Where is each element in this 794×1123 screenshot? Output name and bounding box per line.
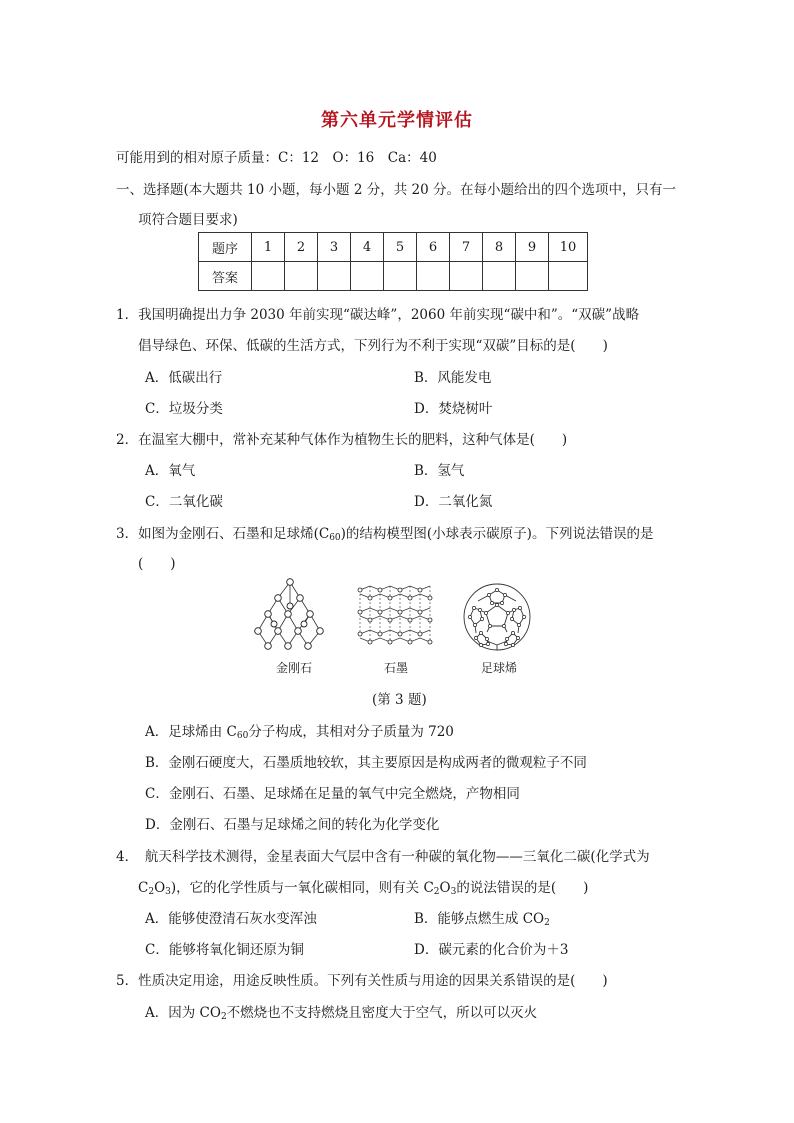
q1-option-c: C．垃圾分类 (145, 401, 223, 417)
q2-option-c: C．二氧化碳 (145, 494, 223, 510)
number-cell: 1 (252, 233, 285, 262)
number-cell: 6 (417, 233, 450, 262)
number-cell: 7 (450, 233, 483, 262)
answer-cell[interactable] (318, 262, 351, 291)
q3-option-c: C．金刚石、石墨、足球烯在足量的氧气中完全燃烧，产物相同 (145, 786, 520, 802)
diamond-label: 金刚石 (276, 661, 313, 675)
q4-option-d: D．碳元素的化合价为＋3 (414, 942, 569, 958)
answer-table-number-row (199, 233, 588, 262)
number-cell: 4 (351, 233, 384, 262)
q2-option-a: A．氧气 (145, 463, 196, 479)
q3-stem-line1: 3．如图为金刚石、石墨和足球烯$(C_{60})$的结构模型图(小球表示碳原子)。下列说法错误的是 (116, 526, 654, 543)
answer-cell[interactable] (417, 262, 450, 291)
answer-cell[interactable] (549, 262, 588, 291)
row-label-answer: 答案 (199, 262, 252, 291)
fullerene-structure-figure (461, 581, 533, 653)
q4-option-a: A．能够使澄清石灰水变浑浊 (145, 911, 317, 927)
answer-cell[interactable] (285, 262, 318, 291)
number-cell: 9 (516, 233, 549, 262)
answer-cell[interactable] (252, 262, 285, 291)
q4-stem-line1: 4． 航天科学技术测得，金星表面大气层中含有一种碳的氧化物——三氧化二碳(化学式为 (116, 849, 650, 865)
number-cell: 10 (549, 233, 588, 262)
q2-option-d: D．二氧化氮 (414, 494, 493, 510)
atomic-masses-note: 可能用到的相对原子质量：C：12 O：16 Ca：40 (116, 150, 437, 166)
q2-option-b: B．氢气 (414, 463, 465, 479)
answer-table-answer-row (199, 262, 588, 291)
section-heading-line1: 一、选择题(本大题共 10 小题，每小题 2 分，共 20 分。在每小题给出的四个选项中，只有一 (116, 182, 676, 198)
answer-table (198, 232, 588, 291)
answer-cell[interactable] (450, 262, 483, 291)
graphite-label: 石墨 (384, 661, 409, 675)
q1-stem-line1: 1．我国明确提出力争 2030 年前实现“碳达峰”，2060 年前实现“碳中和”。“双碳”战略 (116, 307, 640, 323)
answer-cell[interactable] (384, 262, 417, 291)
q4-option-c: C．能够将氧化铜还原为铜 (145, 942, 304, 958)
number-cell: 3 (318, 233, 351, 262)
q1-stem-line2: 倡导绿色、环保、低碳的生活方式，下列行为不利于实现“双碳”目标的是( ) (138, 338, 608, 354)
q5-option-a: A．因为 $CO_2$不燃烧也不支持燃烧且密度大于空气，所以可以灭火 (145, 1005, 538, 1022)
answer-cell[interactable] (516, 262, 549, 291)
q4-stem-line2: $C_2O_3$)，它的化学性质与一氧化碳相同，则有关 $C_2O_3$的说法错误的是( ) (138, 880, 589, 897)
row-label-number: 题序 (199, 233, 252, 262)
q3-option-d: D．金刚石、石墨与足球烯之间的转化为化学变化 (145, 817, 440, 833)
number-cell: 5 (384, 233, 417, 262)
figure-caption: (第 3 题) (372, 692, 427, 708)
diamond-structure-figure (248, 576, 332, 654)
q3-option-b: B．金刚石硬度大，石墨质地较软，其主要原因是构成两者的微观粒子不同 (145, 755, 587, 771)
answer-cell[interactable] (483, 262, 516, 291)
section-heading-line2: 项符合题目要求) (138, 212, 238, 228)
q1-option-a: A．低碳出行 (145, 370, 223, 386)
q3-option-a: A．足球烯由 $C_{60}$分子构成，其相对分子质量为 720 (145, 724, 454, 741)
q4-option-b: B．能够点燃生成 $CO_2$ (414, 911, 550, 928)
answer-cell[interactable] (351, 262, 384, 291)
number-cell: 2 (285, 233, 318, 262)
q3-stem-line2: ( ) (138, 556, 176, 572)
number-cell: 8 (483, 233, 516, 262)
graphite-structure-figure (356, 582, 436, 654)
q1-option-b: B．风能发电 (414, 370, 492, 386)
q1-option-d: D．焚烧树叶 (414, 401, 493, 417)
page-title: 第六单元学情评估 (321, 110, 473, 131)
q2-stem: 2．在温室大棚中，常补充某种气体作为植物生长的肥料，这种气体是( ) (116, 432, 568, 448)
q5-stem: 5．性质决定用途，用途反映性质。下列有关性质与用途的因果关系错误的是( ) (116, 973, 608, 989)
fullerene-label: 足球烯 (481, 661, 518, 675)
